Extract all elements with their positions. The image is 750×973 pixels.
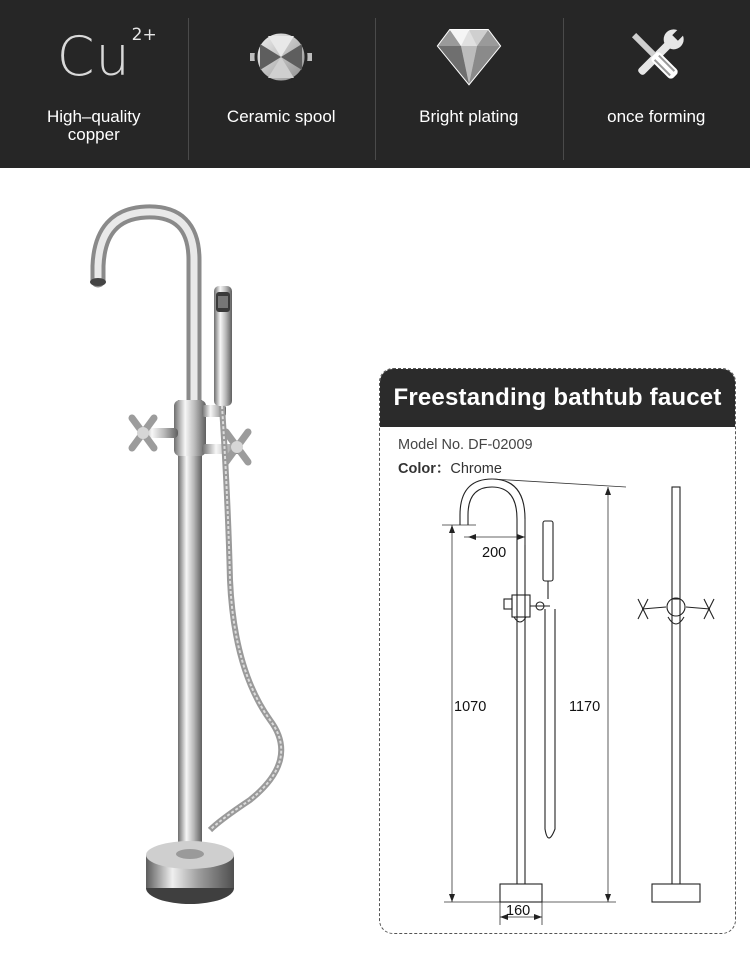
feature-ceramic-spool xyxy=(188,0,376,168)
color-key: Color： xyxy=(398,461,451,477)
tools-icon xyxy=(621,22,691,92)
feature-label-ceramic: Ceramic spool xyxy=(226,107,336,126)
model-number: Model No. DF-02009 xyxy=(398,437,533,453)
copper-superscript: 2+ xyxy=(131,25,157,45)
ceramic-spool-icon xyxy=(246,22,316,92)
diamond-icon xyxy=(434,22,504,92)
spec-panel xyxy=(379,368,736,934)
copper-symbol: Cu xyxy=(56,25,131,88)
feature-banner xyxy=(0,0,750,168)
feature-label-copper: High–quality copper xyxy=(46,107,141,144)
panel-title: Freestanding bathtub faucet xyxy=(380,369,735,427)
feature-label-plating: Bright plating xyxy=(419,107,519,126)
dim-handle-height: 1070 xyxy=(454,699,487,715)
feature-copper xyxy=(0,0,188,168)
copper-element-icon xyxy=(56,22,157,92)
dim-spout-reach: 200 xyxy=(482,545,507,561)
dim-total-height: 1170 xyxy=(569,699,601,715)
feature-label-forming: once forming xyxy=(607,107,706,126)
color-value: Chrome xyxy=(450,461,502,477)
dim-base-width: 160 xyxy=(506,903,531,919)
feature-once-forming xyxy=(563,0,750,168)
feature-bright-plating xyxy=(375,0,563,168)
dimension-diagram xyxy=(380,369,736,934)
faucet-product-image xyxy=(60,200,320,920)
